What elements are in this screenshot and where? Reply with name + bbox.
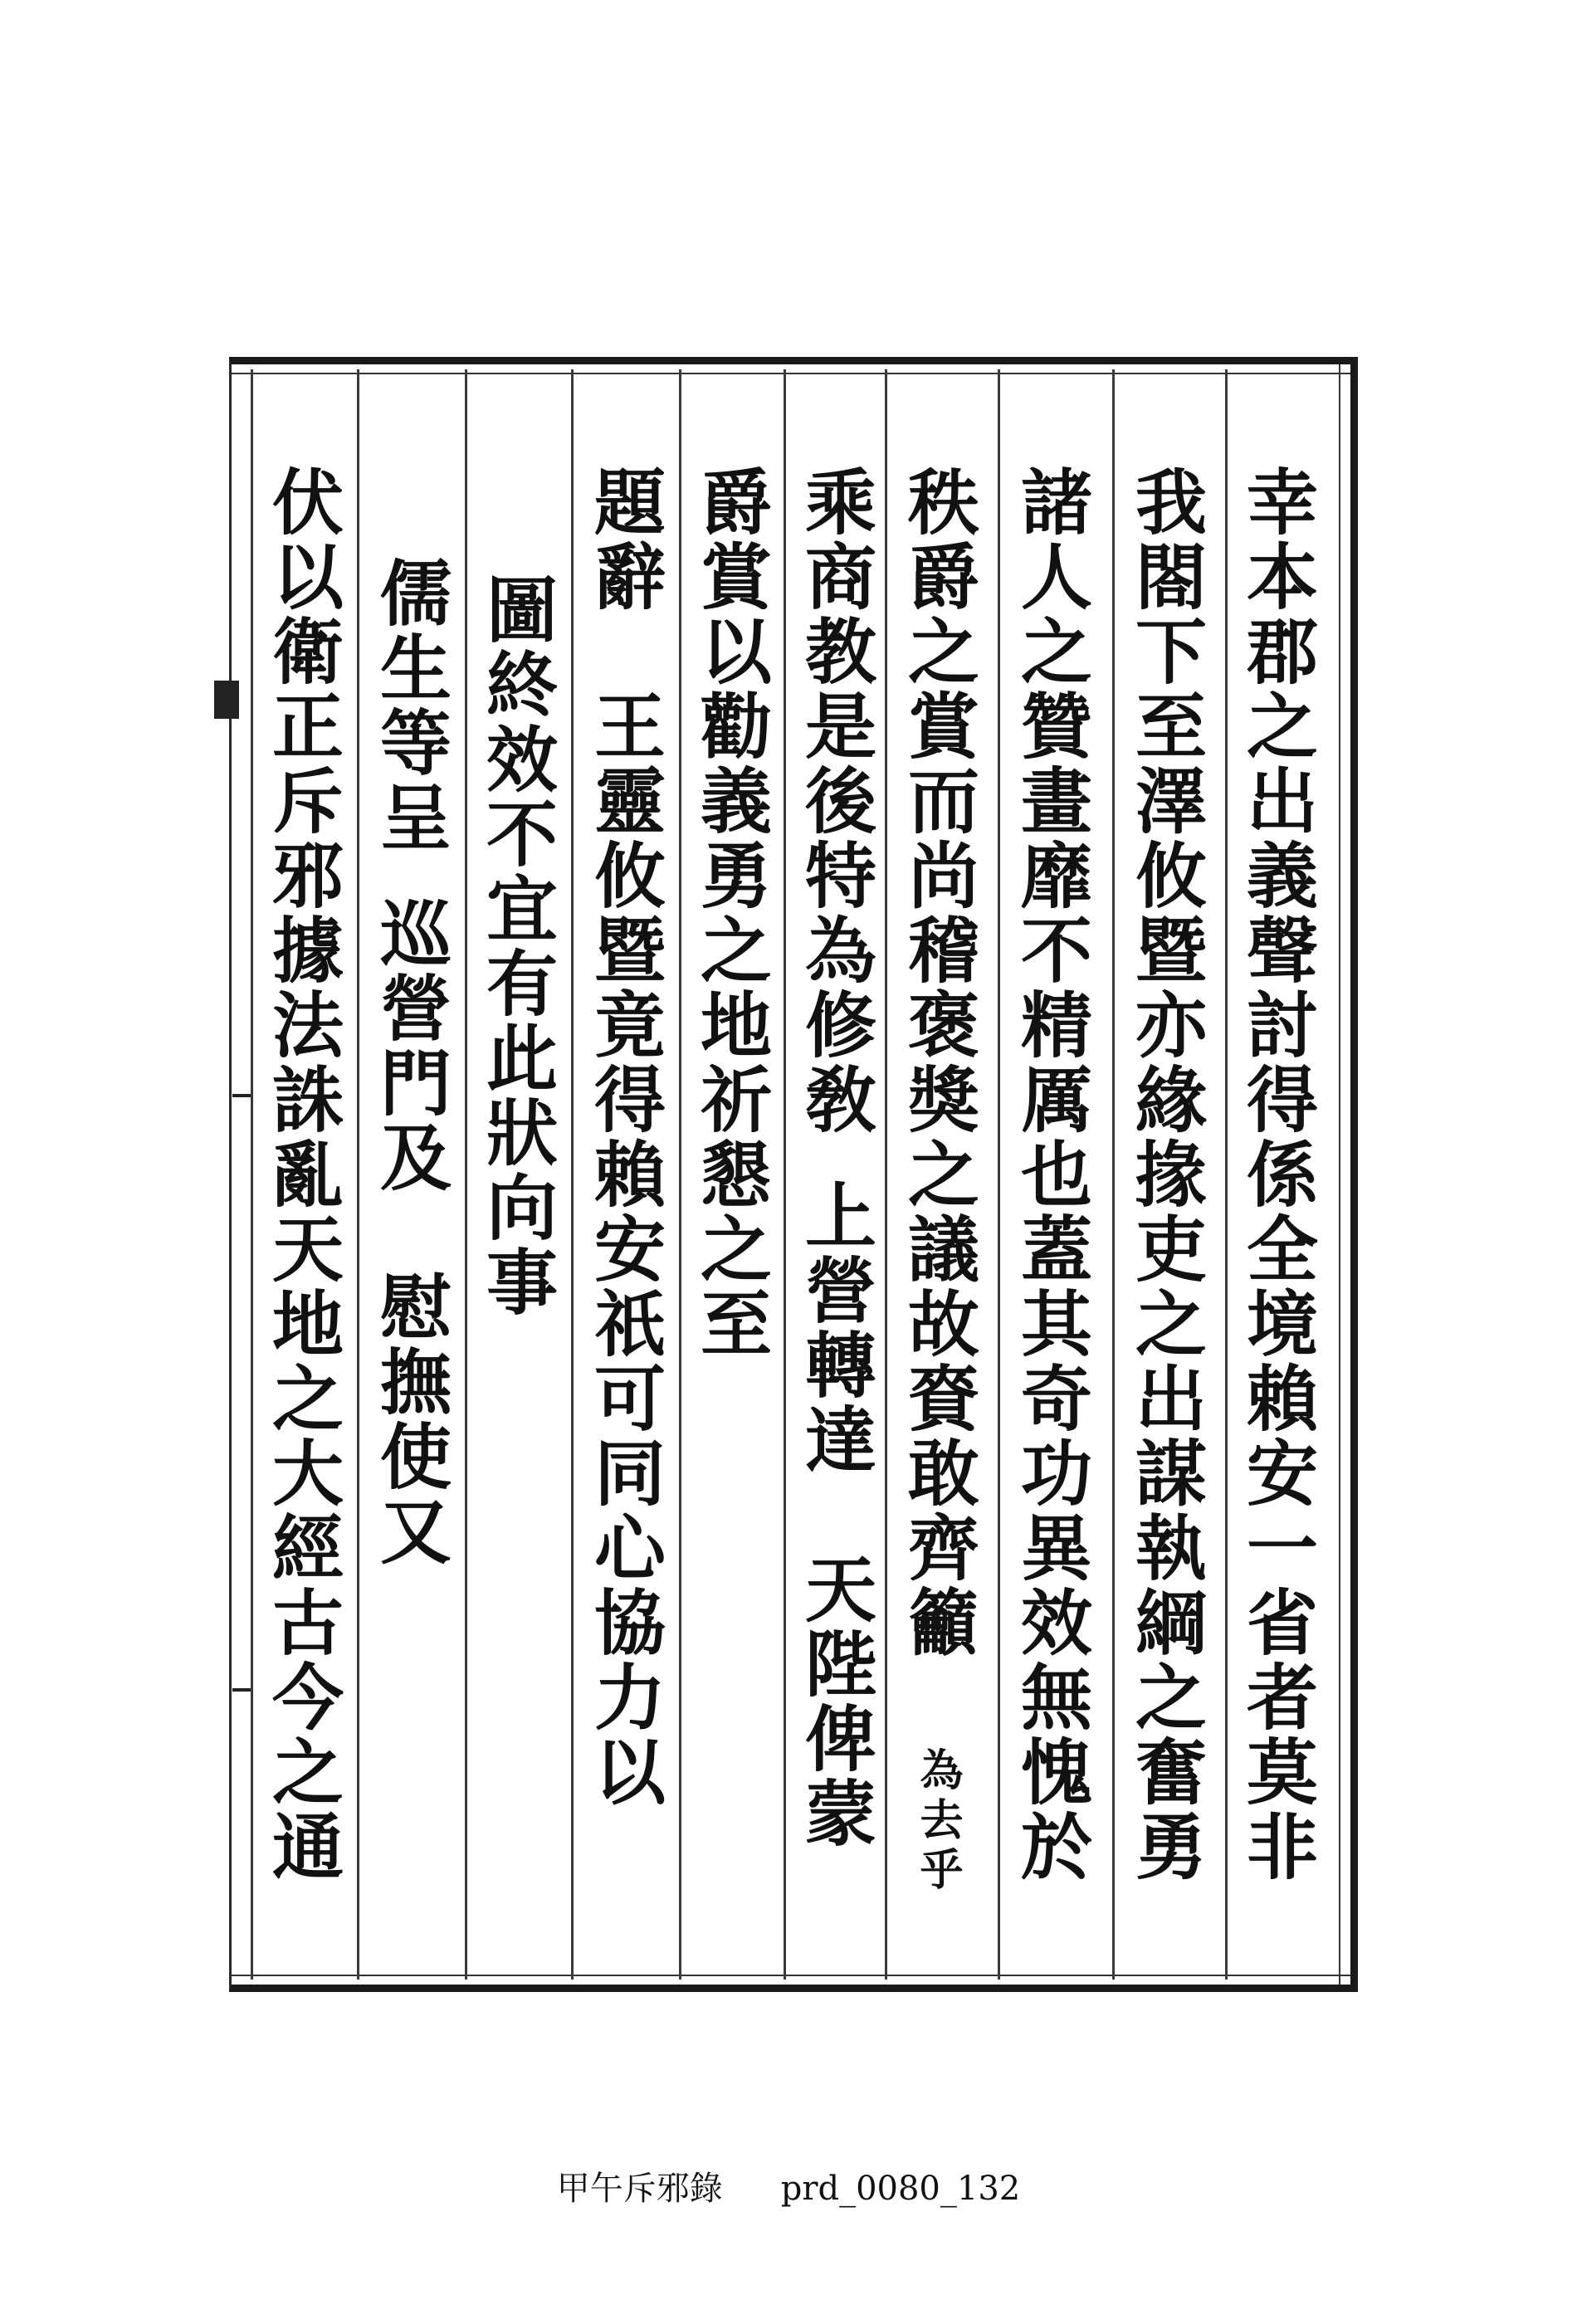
text-column-6 <box>688 465 772 1361</box>
column-text: 巡營門及 <box>368 896 452 1195</box>
text-column-8 <box>474 573 558 1320</box>
text-column-7 <box>582 465 666 1809</box>
frame-inner-right-line <box>1339 364 1340 1985</box>
column-rule <box>465 369 467 1980</box>
column-text: 儒生等呈 <box>368 556 452 855</box>
column-rule <box>357 369 359 1980</box>
column-text: 幸本郡之出義聲討得係全境賴安一省者莫非 <box>1234 465 1318 1884</box>
column-text: 乘商教是後特為修敎 <box>793 465 876 1137</box>
column-rule <box>784 369 786 1980</box>
frame-inner-bottom-line <box>232 1975 1350 1976</box>
column-text: 圖終效不宜有此狀向事 <box>474 573 558 1320</box>
text-column-2 <box>1123 465 1207 1884</box>
column-rule <box>571 369 574 1980</box>
column-rule <box>885 369 887 1980</box>
column-text: 慰撫使又 <box>368 1270 452 1569</box>
column-heading: 題辭 <box>582 465 666 614</box>
column-rule <box>1225 369 1228 1980</box>
column-text: 秩爵之賞而尚稽褒獎之議故𧶘敢齊籲 <box>896 465 979 1660</box>
gutter-mark <box>214 681 239 719</box>
column-text: 諸人之贊畫靡不精厲也蓋其奇功異效無愧於 <box>1008 465 1092 1884</box>
column-text-elevated: 上營轉達 <box>793 1179 876 1477</box>
column-text: 我閤下至澤攸暨亦緣掾吏之出謀執綱之奮勇 <box>1123 465 1207 1884</box>
column-text: 爵賞以勸義勇之地祈懇之至 <box>688 465 772 1361</box>
footer-code: prd_0080_132 <box>780 2170 1021 2208</box>
column-text: 王靈攸暨竟得賴安祇可同心協力以 <box>582 689 666 1809</box>
column-rule <box>998 369 1000 1980</box>
frame-inner-top-line <box>232 373 1350 374</box>
interlinear-note: 為去乎 <box>912 1747 963 1897</box>
text-column-10 <box>260 465 344 1884</box>
text-column-5 <box>793 465 876 1851</box>
gutter-tick <box>232 1094 251 1097</box>
text-column-1 <box>1234 465 1318 1884</box>
page-footer <box>0 2162 1577 2209</box>
text-column-9 <box>368 556 452 1569</box>
column-text: 伏以衛正斥邪據法誅亂天地之大經古今之通 <box>260 465 344 1884</box>
footer-title: 甲午斥邪錄 <box>556 2170 723 2208</box>
text-column-4 <box>896 465 979 1897</box>
column-rule <box>251 369 253 1980</box>
text-column-3 <box>1008 465 1092 1884</box>
gutter-tick <box>232 1688 251 1692</box>
column-rule <box>1112 369 1115 1980</box>
column-text-elevated: 天陛俾蒙 <box>793 1552 876 1851</box>
column-rule <box>679 369 681 1980</box>
